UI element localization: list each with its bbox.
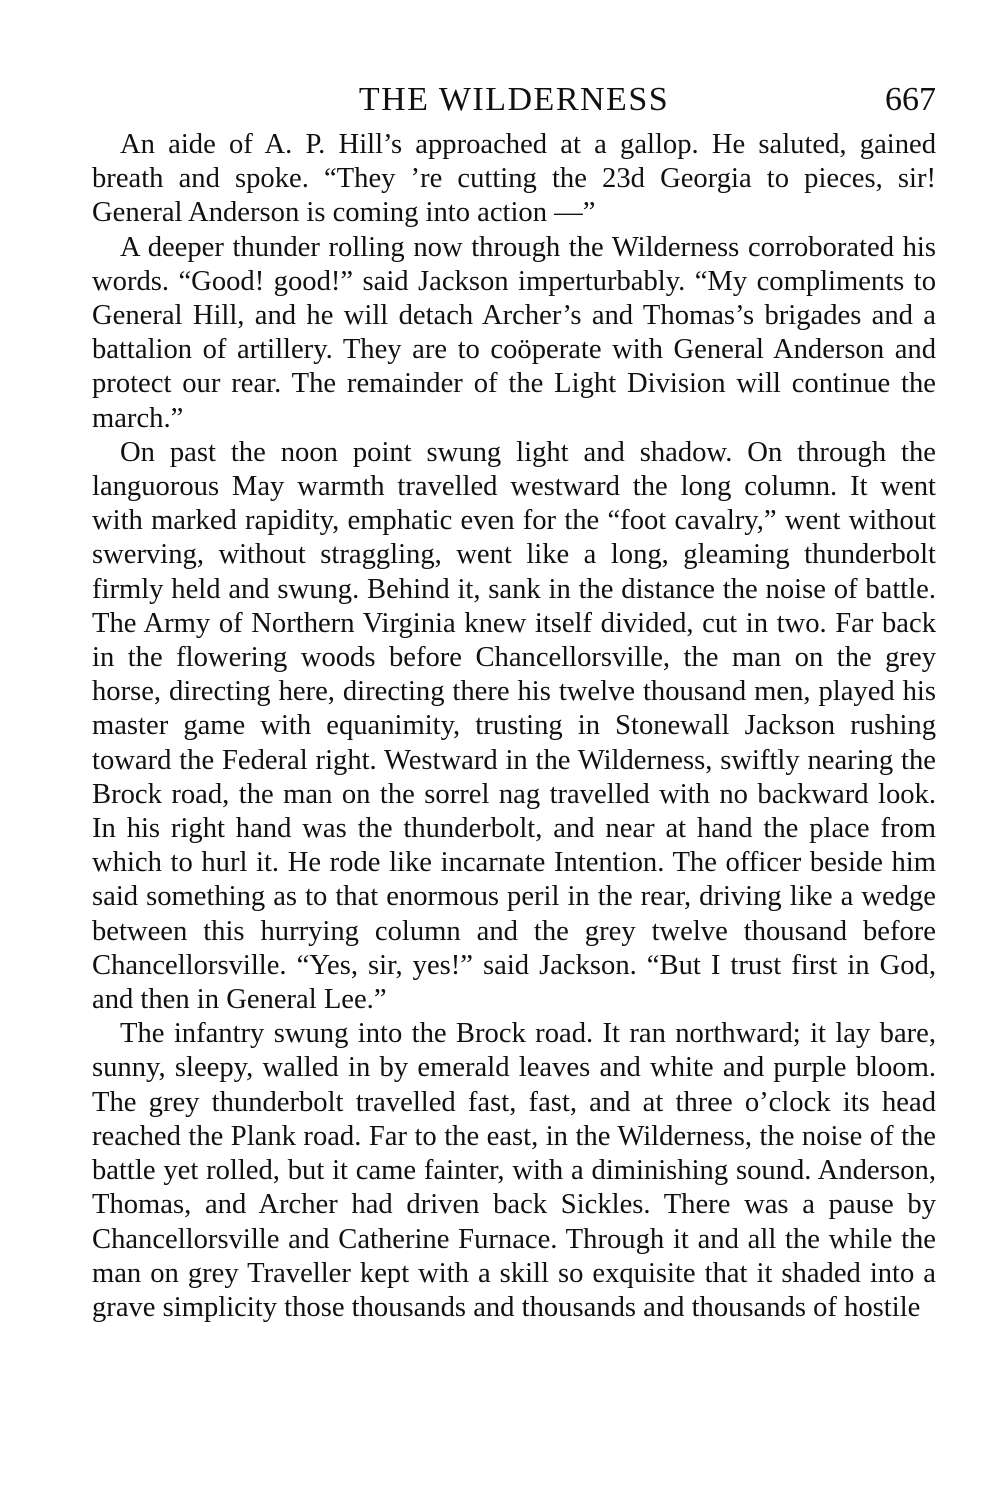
book-page <box>92 80 936 1325</box>
paragraph-brock-road: The infantry swung into the Brock road. It ran northward; it lay bare, sunny, sleepy, walled in by emerald leaves and white and purple bloom. The grey thunderbolt travelled fast, fast, and at three o’clock its head reached the Plank road. Far to the east, in the Wilderness, the noise of the battle yet rolled, but it came fainter, with a diminishing sound. Anderson, Thomas, and Archer had driven back Sickles. There was a pause by Chancellorsville and Catherine Furnace. Through it and all the while the man on grey Traveller kept with a skill so exquisite that it shaded into a grave simplicity those thousands and thousands and thousands of hostile <box>92 1018 936 1323</box>
page-number: 667 <box>885 81 936 118</box>
running-head <box>92 80 936 124</box>
paragraph-flank-march: On past the noon point swung light and shadow. On through the languorous May warmth travelled westward the long column. It went with marked rapidity, emphatic even for the “foot cavalry,” went without swerving, without straggling, went like a long, gleaming thunderbolt firmly held and swung. Behind it, sank in the distance the noise of battle. The Army of Northern Virginia knew itself divided, cut in two. Far back in the flowering woods before Chancellorsville, the man on the grey horse, directing here, directing there his twelve thousand men, played his master game with equanimity, trusting in Stonewall Jackson rushing toward the Federal right. Westward in the Wilderness, swiftly nearing the Brock road, the man on the sorrel nag travelled with no backward look. In his right hand was the thunderbolt, and near at hand the place from which to hurl it. He rode like incarnate Intention. The officer beside him said something as to that enormous peril in the rear, driving like a wedge between this hurrying column and the grey twelve thousand before Chancellorsville. “Yes, sir, yes!” said Jackson. “But I trust first in God, and then in General Lee.” <box>92 436 936 1016</box>
paragraph-jackson-orders: A deeper thunder rolling now through the Wilderness corroborated his words. “Good! good!” said Jackson imperturbably. “My compliments to General Hill, and he will detach Archer’s and Thomas’s brigades and a battalion of artillery. They are to coöperate with General Anderson and protect our rear. The remainder of the Light Division will continue the march.” <box>92 231 936 434</box>
body-text <box>92 128 936 1325</box>
running-title: THE WILDERNESS <box>358 81 670 118</box>
paragraph-aide-report: An aide of A. P. Hill’s approached at a gallop. He saluted, gained breath and spoke. “They ’re cutting the 23d Georgia to pieces, sir! General Anderson is coming into action —” <box>92 129 936 229</box>
